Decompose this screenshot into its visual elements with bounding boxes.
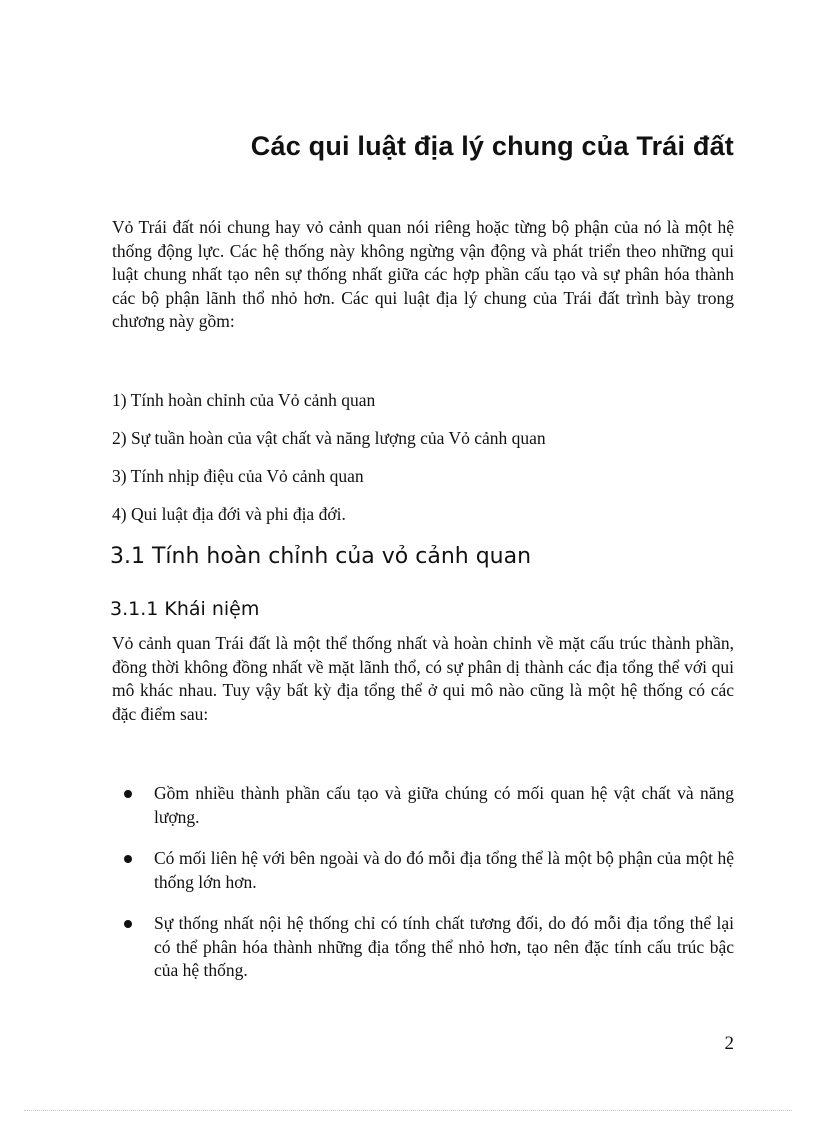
list-item: 4) Qui luật địa đới và phi địa đới. — [112, 504, 346, 524]
bullet-icon — [124, 920, 132, 928]
list-item: 3) Tính nhịp điệu của Vỏ cảnh quan — [112, 466, 364, 486]
list-item — [112, 912, 734, 983]
list-item-text: Sự thống nhất nội hệ thống chỉ có tính chất tương đối, do đó mỗi địa tổng thể lại có thể phân hóa thành những địa tổng thể nhỏ hơn, tạo nên đặc tính cấu trúc bậc của hệ thống. — [154, 913, 734, 980]
concept-paragraph: Vỏ cảnh quan Trái đất là một thể thống nhất và hoàn chỉnh về mặt cấu trúc thành phần, đồng thời không đồng nhất về mặt lãnh thổ, có sự phân dị thành các địa tổng thể với qui mô khác nhau. Tuy vậy bất kỳ địa tổng thể ở qui mô nào cũng là một hệ thống có các đặc điểm sau: — [112, 633, 734, 724]
page-number: 2 — [724, 1033, 734, 1054]
list-item-text: Gồm nhiều thành phần cấu tạo và giữa chúng có mối quan hệ vật chất và năng lượng. — [154, 783, 734, 827]
section-heading: 3.1 Tính hoàn chỉnh của vỏ cảnh quan — [110, 544, 532, 569]
bullet-icon — [124, 855, 132, 863]
page-title: Các qui luật địa lý chung của Trái đất — [250, 131, 734, 161]
laws-list — [112, 389, 734, 541]
subsection-heading: 3.1.1 Khái niệm — [110, 598, 260, 620]
list-item — [112, 782, 734, 829]
intro-paragraph: Vỏ Trái đất nói chung hay vỏ cảnh quan nói riêng hoặc từng bộ phận của nó là một hệ thống động lực. Các hệ thống này không ngừng vận động và phát triển theo những qui luật chung nhất tạo nên sự thống nhất giữa các hợp phần cấu tạo và sự phân hóa thành các bộ phận lãnh thổ nhỏ hơn. Các qui luật địa lý chung của Trái đất trình bày trong chương này gồm: — [112, 217, 734, 331]
list-item-text: Có mối liên hệ với bên ngoài và do đó mỗi địa tổng thể là một bộ phận của một hệ thống lớn hơn. — [154, 848, 734, 892]
characteristics-list — [112, 782, 734, 1001]
list-item: 2) Sự tuần hoàn của vật chất và năng lượng của Vỏ cảnh quan — [112, 428, 546, 448]
list-item — [112, 847, 734, 894]
bullet-icon — [124, 790, 132, 798]
page-bottom-divider — [24, 1110, 792, 1111]
list-item: 1) Tính hoàn chỉnh của Vỏ cảnh quan — [112, 390, 376, 410]
